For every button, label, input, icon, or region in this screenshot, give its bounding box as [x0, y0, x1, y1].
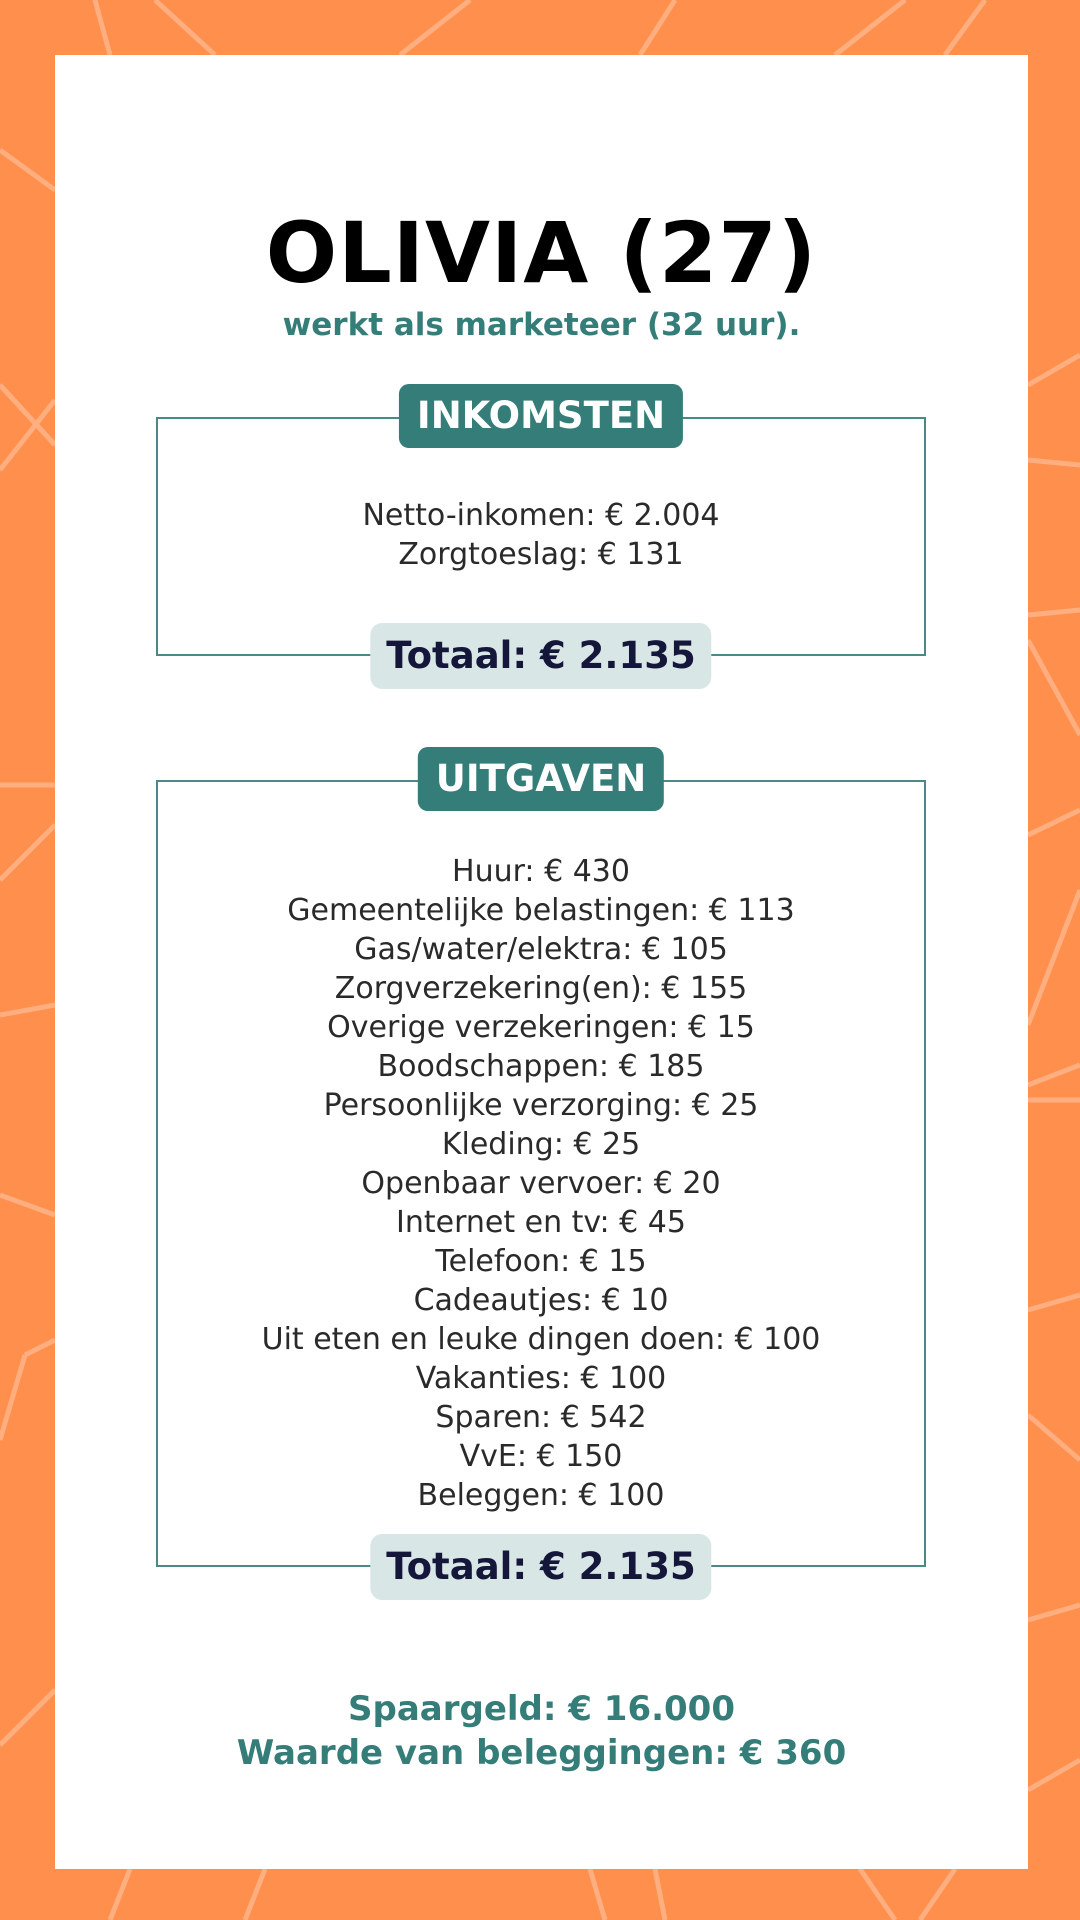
list-item: Openbaar vervoer: € 20 — [361, 1166, 721, 1201]
list-item: Gemeentelijke belastingen: € 113 — [287, 893, 795, 928]
list-item: Persoonlijke verzorging: € 25 — [323, 1088, 759, 1123]
list-item: Sparen: € 542 — [435, 1400, 647, 1435]
content-card — [55, 55, 1028, 1869]
list-item: Gas/water/elektra: € 105 — [354, 932, 728, 967]
income-total: Totaal: € 2.135 — [370, 623, 711, 689]
list-item: Zorgtoeslag: € 131 — [398, 537, 684, 572]
expenses-total: Totaal: € 2.135 — [370, 1534, 711, 1600]
list-item: Boodschappen: € 185 — [377, 1049, 705, 1084]
list-item: Huur: € 430 — [452, 854, 630, 889]
page-subtitle: werkt als marketeer (32 uur). — [282, 307, 801, 343]
page-title: OLIVIA (27) — [265, 204, 818, 302]
list-item: Vakanties: € 100 — [415, 1361, 667, 1396]
list-item: Kleding: € 25 — [441, 1127, 641, 1162]
list-item: Zorgverzekering(en): € 155 — [334, 971, 748, 1006]
list-item: Beleggen: € 100 — [417, 1478, 665, 1513]
list-item: Uit eten en leuke dingen doen: € 100 — [261, 1322, 821, 1357]
list-item: Netto-inkomen: € 2.004 — [362, 498, 720, 533]
list-item: VvE: € 150 — [459, 1439, 623, 1474]
list-item: Internet en tv: € 45 — [396, 1205, 686, 1240]
income-heading: INKOMSTEN — [399, 384, 683, 448]
expenses-heading: UITGAVEN — [418, 747, 664, 811]
expenses-list — [156, 852, 926, 1515]
list-item: Overige verzekeringen: € 15 — [327, 1010, 755, 1045]
list-item: Telefoon: € 15 — [435, 1244, 647, 1279]
investments-summary: Waarde van beleggingen: € 360 — [236, 1733, 847, 1773]
list-item: Cadeautjes: € 10 — [413, 1283, 669, 1318]
income-list — [156, 496, 926, 574]
savings-summary: Spaargeld: € 16.000 — [348, 1689, 735, 1729]
